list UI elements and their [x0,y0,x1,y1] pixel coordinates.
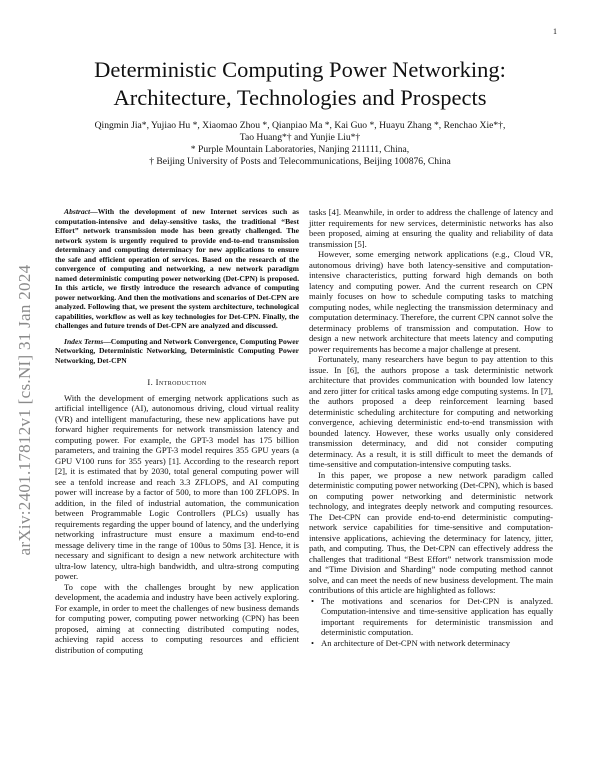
affiliation: * Purple Mountain Laboratories, Nanjing 211111, China, [190,144,410,155]
body-paragraph: In this paper, we propose a new network paradigm called deterministic computing power networking (Det-CPN), which is based on computing power networking and deterministic network technology, and integrates deeply network and computing resources. The Det-CPN can provide end-to-end deterministic computing-network service capabilities for time-sensitive and computation-intensive applications, achieving the determinacy for latency, jitter, path, and computing. Thus, the Det-CPN can effectively address the challenges that traditional “Best Effort” network transmission mode and “Time Division and Sharding” node computing method cannot solve, and can meet the needs of new business development. The main contributions of this article are highlighted as follows: [309,469,553,595]
abstract-text: —With the development of new Internet services such as computation-intensive and delay-sensitive tasks, the traditional “Best Effort” network transmission mode has been greatly challenged. The network system is urgently required to provide end-to-end transmission determinacy and computing determinacy for new applications to ensure the safe and efficient operation of services. Based on the research of the convergence of computing and networking, a new network paradigm named deterministic computing power networking (Det-CPN) is proposed. In this article, we firstly introduce the research advance of computing power networking. And then the motivations and scenarios of Det-CPN are analyzed. Following that, we present the system architecture, technological capabilities, workflow as well as key technologies for Det-CPN. Finally, the challenges and future trends of Det-CPN are analyzed and discussed. [55,207,299,330]
author-names: Qingmin Jia*, Yujiao Hu *, Xiaomao Zhou *, Qianpiao Ma *, Kai Guo *, Huayu Zhang *, Renchao Xie*†, [94,120,506,131]
affiliation: † Beijing University of Posts and Telecommunications, Beijing 100876, China [149,156,451,167]
contributions-list [309,596,553,649]
section-heading [55,377,299,388]
author-block [40,120,560,168]
bullet-icon: • [311,595,315,606]
arxiv-identifier: arXiv:2401.17812v1 [cs.NI] 31 Jan 2024 [15,264,34,556]
left-column [55,207,299,655]
author-names: Tao Huang*† and Yunjie Liu*† [239,132,361,143]
index-terms [55,337,299,366]
body-paragraph: With the development of emerging network applications such as artificial intelligence (AI), autonomous driving, cloud virtual reality (VR) and intelligent manufacturing, these new applications have put forward higher requirements for network transmission latency and computing power. For example, the GPT-3 model has 175 billion parameters, and training the GPT-3 model requires 355 GPU years (a GPU V100 runs for 355 years) [1]. According to the research report [2], it is estimated that by 2030, total general computing power will see a tenfold increase and reach 3.3 ZFLOPS, and AI computing power will increase by a factor of 500, to more than 100 ZFLOPS. In addition, in the filed of industrial automation, the communication between Programmable Logic Controllers (PLCs) usually has requirements regarding the upper bound of latency, and the underlying networking infrastructure must ensure a maximum end-to-end message delivery time in the range of 100us to 50ms [3]. Hence, it is necessary and significant to design a new network architecture with ultra-low latency, ultra-high bandwidth, and ultra-strong computing power. [55,392,299,581]
abstract-label: Abstract [64,207,91,216]
list-item [309,638,553,649]
title-line: Architecture, Technologies and Prospects [113,85,487,110]
list-item-text: The motivations and scenarios for Det-CPN is analyzed. Computation-intensive and time-sensitive application has equally important requirements for deterministic transmission and deterministic computation. [321,595,553,637]
list-item [309,596,553,638]
body-paragraph: tasks [4]. Meanwhile, in order to address the challenge of latency and jitter requirements for new services, deterministic networks has also been proposed, aiming at ensuring the quality and reliability of data transmission [5]. [309,207,553,249]
index-terms-text: —Computing and Network Convergence, Computing Power Networking, Deterministic Networking, Deterministic Computing Power Networking, Det-CPN [55,336,299,365]
body-paragraph: Fortunately, many researchers have begun to pay attention to this issue. In [6], the authors propose a task deterministic network architecture that provides communication with bounded low latency and zero jitter for critical tasks among edge computing systems. In [7], the authors proposed a deep reinforcement learning based deterministic scheduling architecture for computing and networking convergence, achieving deterministic end-to-end transmission with bounded latency. However, these works usually only considered transmission determinacy, and did not consider computing determinacy. As a result, it is still difficult to meet the demands of time-sensitive and computation-intensive computing tasks. [309,354,553,469]
paper-title [40,56,560,112]
body-paragraph: To cope with the challenges brought by new application development, the academia and industry have been actively exploring. For example, in order to meet the challenges of new business demands for computing power, computing power networking (CPN) has been proposed, aiming at connecting distributed computing nodes, achieving rapid access to computing resources and efficient distribution of computing [55,581,299,655]
section-numeral: I. [147,377,156,387]
index-terms-label: Index Terms [64,336,104,346]
right-column [309,207,553,648]
section-name: Introduction [155,377,207,387]
list-item-text: An architecture of Det-CPN with network determinacy [321,637,510,648]
bullet-icon: • [311,637,315,648]
title-line: Deterministic Computing Power Networking: [94,57,506,82]
body-paragraph: However, some emerging network applications (e.g., Cloud VR, autonomous driving) have both latency-sensitive and computation-intensive characteristics, putting forward high demands on both latency and computing power. And the current research on CPN mainly focuses on how to schedule computing tasks to matching computing nodes, while neglecting the transmission determinacy and computation determinacy. Therefore, the current CPN cannot solve the determinacy problems of transmission and computation. How to design a new network architecture that meets latency and computing power requirements has become a major challenge at present. [309,249,553,354]
arxiv-stamp [12,200,38,620]
abstract [55,207,299,331]
page-number: 1 [553,27,557,36]
